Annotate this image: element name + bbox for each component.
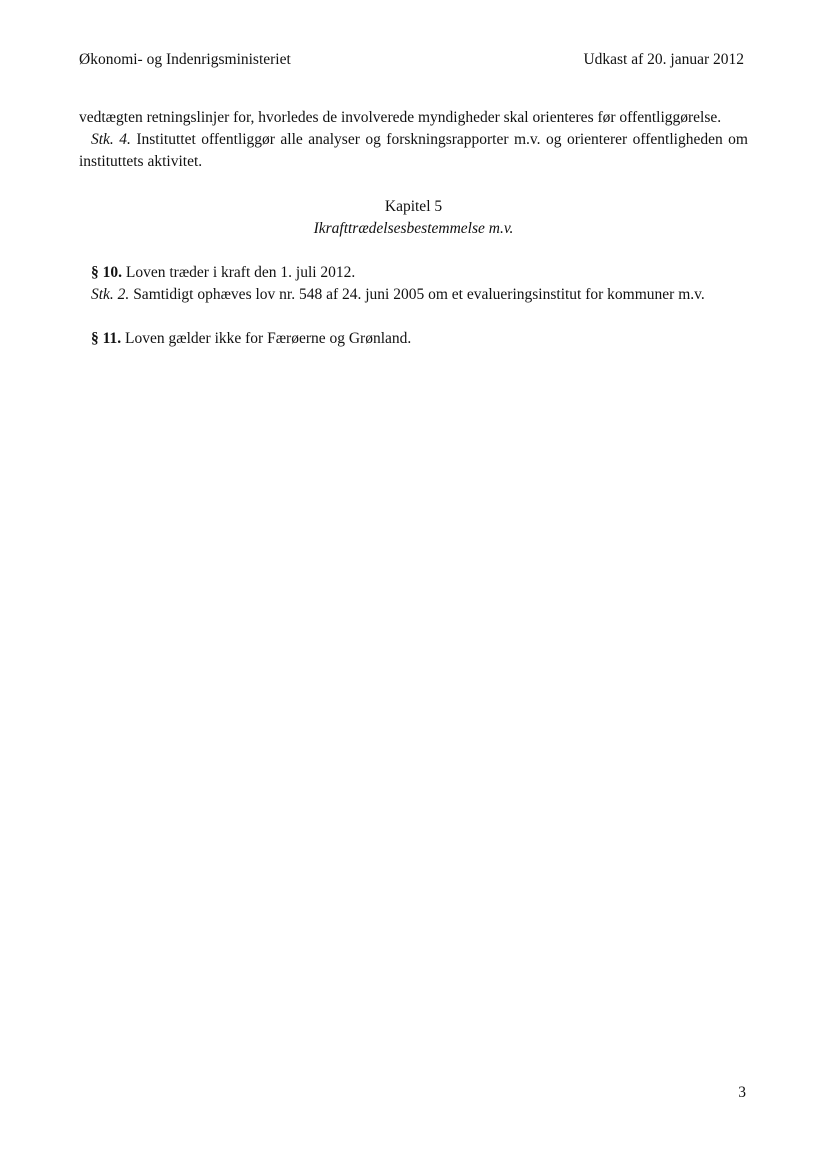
section-11-text: Loven gælder ikke for Færøerne og Grønland. xyxy=(125,330,412,347)
paragraph-continuation: vedtægten retningslinjer for, hvorledes de involverede myndigheder skal orienteres før offentliggørelse. xyxy=(79,109,722,126)
chapter-title: Ikrafttrædelsesbestemmelse m.v. xyxy=(313,220,514,237)
section-10-stk-2-label: Stk. 2. xyxy=(91,286,130,303)
section-10-stk-2-text: Samtidigt ophæves lov nr. 548 af 24. juni 2005 om et evalueringsinstitut for kommuner m.v. xyxy=(133,286,705,303)
section-10-stk-2 xyxy=(79,284,748,306)
section-10-text: Loven træder i kraft den 1. juli 2012. xyxy=(125,264,356,281)
section-10 xyxy=(79,262,748,284)
header-ministry: Økonomi- og Indenrigsministeriet xyxy=(79,51,291,68)
section-11 xyxy=(79,328,748,350)
paragraph-stk-4 xyxy=(79,129,748,173)
stk-4-text: Instituttet offentliggør alle analyser og forskningsrapporter m.v. og orienterer offentligheden om instituttets aktivitet. xyxy=(79,131,748,170)
chapter-number: Kapitel 5 xyxy=(384,198,443,215)
section-10-label: § 10. xyxy=(91,264,122,281)
document-body xyxy=(79,107,748,350)
header-draft-date: Udkast af 20. januar 2012 xyxy=(583,51,744,68)
section-11-label: § 11. xyxy=(91,330,122,347)
page-number: 3 xyxy=(738,1084,746,1101)
stk-4-label: Stk. 4. xyxy=(91,131,131,148)
